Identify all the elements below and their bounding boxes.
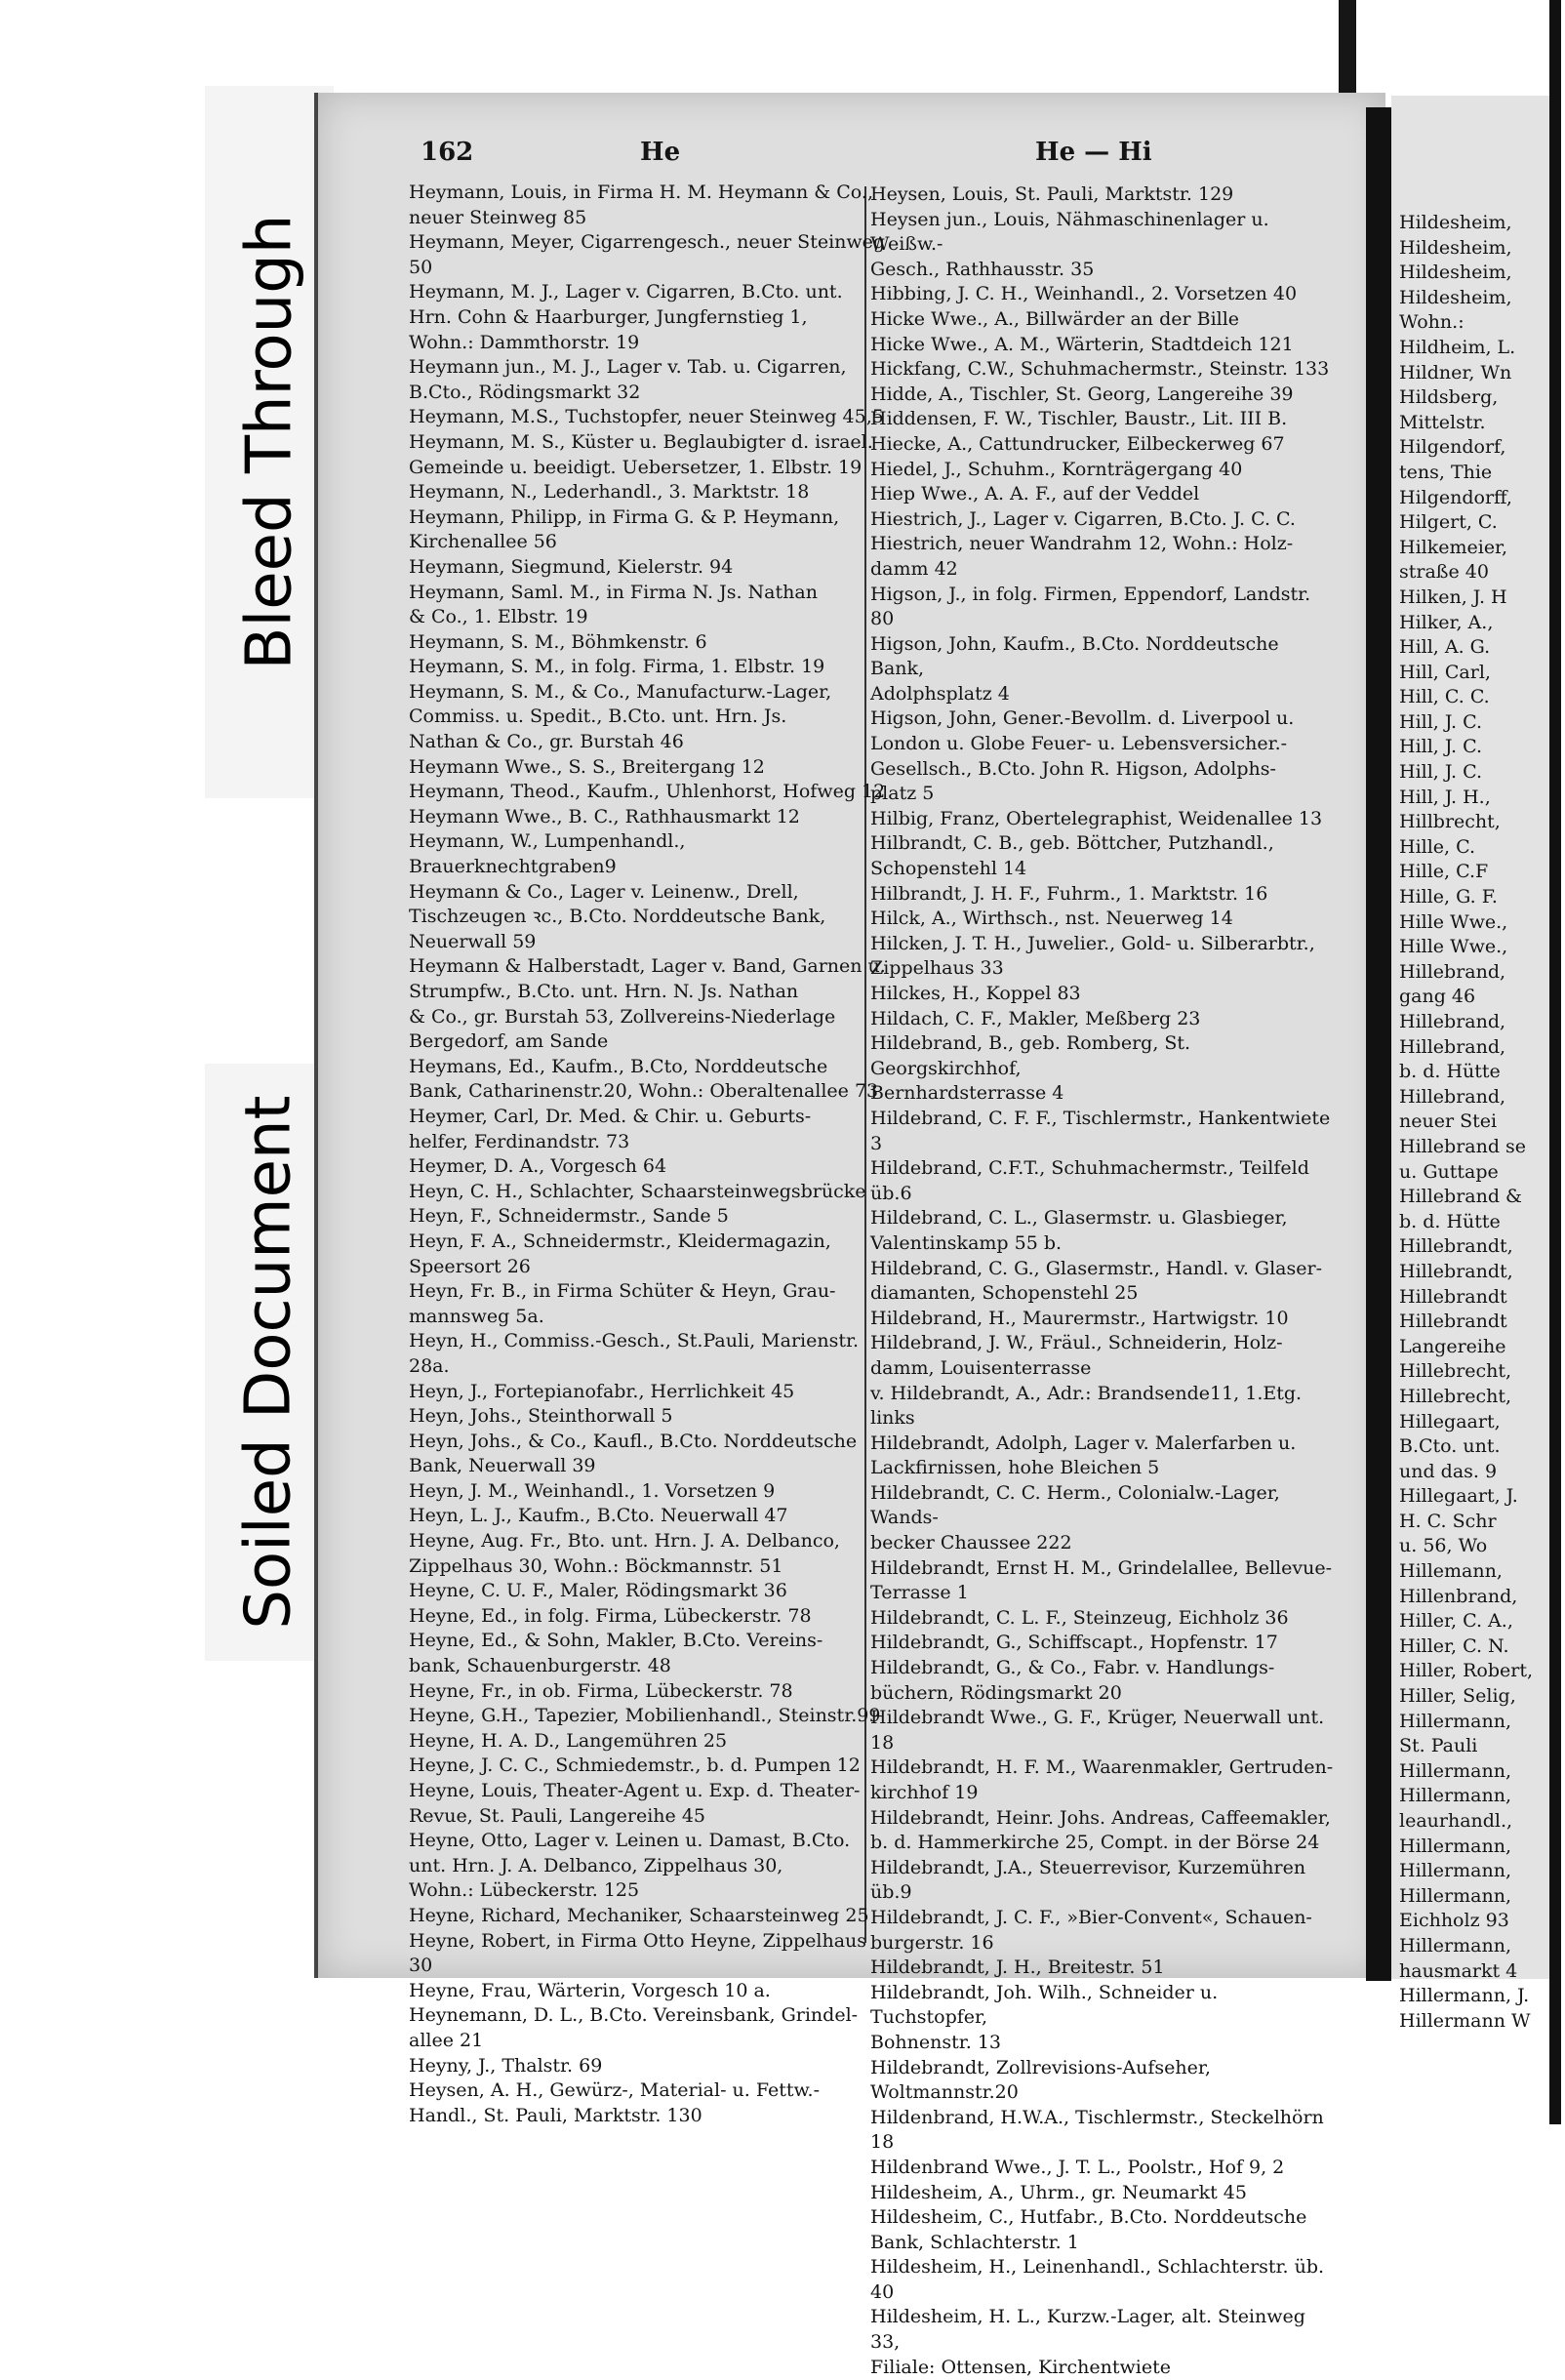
partial-entry: Hiller, C. N. bbox=[1399, 1634, 1509, 1657]
partial-entry: straße 40 bbox=[1399, 561, 1489, 584]
page-number: 162 bbox=[421, 138, 474, 167]
directory-entry: Hidde, A., Tischler, St. Georg, Langereihe 39 bbox=[870, 383, 1294, 405]
directory-entry: Hildebrandt, J.A., Steuerrevisor, Kurzemühren üb.9 bbox=[870, 1856, 1306, 1904]
directory-entry: Heymann, S. M., Böhmkenstr. 6 bbox=[409, 630, 707, 653]
partial-entry: leaurhandl., bbox=[1399, 1810, 1513, 1832]
partial-entry: Hillegaart, J. bbox=[1399, 1485, 1518, 1508]
partial-entry: Hillermann W bbox=[1399, 2009, 1531, 2032]
partial-entry: Hill, A. G. bbox=[1399, 636, 1491, 659]
directory-entry: Heyne, C. U. F., Maler, Rödingsmarkt 36 bbox=[409, 1580, 787, 1602]
partial-entry: Hillebrand & bbox=[1399, 1186, 1522, 1208]
directory-entry: Hildebrandt, J. H., Breitestr. 51 bbox=[870, 1956, 1165, 1979]
partial-entry: u. 56, Wo bbox=[1399, 1535, 1488, 1557]
directory-entry: Hicke Wwe., A. M., Wärterin, Stadtdeich 121 bbox=[870, 333, 1294, 355]
partial-entry: Hillermann, bbox=[1399, 1860, 1511, 1882]
directory-entry: Hildebrand, H., Maurermstr., Hartwigstr. 10 bbox=[870, 1307, 1289, 1329]
partial-entry: H. C. Schr bbox=[1399, 1510, 1497, 1532]
next-page-edge bbox=[1391, 96, 1561, 2032]
running-head-left: He bbox=[640, 138, 681, 167]
partial-entry: Hillebrandt, bbox=[1399, 1235, 1513, 1258]
directory-entry: Hilckes, H., Koppel 83 bbox=[870, 983, 1081, 1004]
directory-entry: Hildebrandt, J. C. F., »Bier-Convent«, Schauen- burgerstr. 16 bbox=[870, 1906, 1312, 1954]
partial-entry: Hill, C. C. bbox=[1399, 686, 1490, 708]
partial-entry: Hillebrandt, bbox=[1399, 1260, 1513, 1282]
directory-entry: Heyn, H., Commiss.-Gesch., St.Pauli, Marienstr. 28a. bbox=[409, 1330, 860, 1377]
partial-entry: Hillermann, J. bbox=[1399, 1985, 1530, 2007]
running-head-right: He — Hi bbox=[1035, 138, 1152, 167]
directory-entry: Hildesheim, H., Leinenhandl., Schlachterstr. üb. 40 bbox=[870, 2256, 1325, 2303]
directory-entry: Hildebrand, J. W., Fräul., Schneiderin, Holz- damm, Louisenterrasse bbox=[870, 1332, 1283, 1379]
directory-entry: Heymann, M. J., Lager v. Cigarren, B.Cto. unt. Hrn. Cohn & Haarburger, Jungfernstieg 1, Wohn.: Dammthorstr. 19 bbox=[409, 281, 843, 353]
directory-entry: Heymer, D. A., Vorgesch 64 bbox=[409, 1155, 667, 1178]
partial-entry: Hildesheim, bbox=[1399, 286, 1512, 308]
directory-entry: Hildebrand, C. L., Glasermstr. u. Glasbieger, Valentinskamp 55 b. bbox=[870, 1207, 1288, 1254]
directory-entry: Heyn, F., Schneidermstr., Sande 5 bbox=[409, 1205, 729, 1228]
partial-entry: Hillbrecht, bbox=[1399, 811, 1501, 833]
directory-entry: Heyny, J., Thalstr. 69 bbox=[409, 2054, 603, 2077]
directory-entry: Higson, John, Gener.-Bevollm. d. Liverpool u. London u. Globe Feuer- u. Lebensversicher.- Gesellsch., B.Cto. John R. Higson, Adolphs- platz 5 bbox=[870, 707, 1295, 805]
partial-entry: Hilken, J. H bbox=[1399, 585, 1507, 608]
directory-entry: Hildebrandt, Heinr. Johs. Andreas, Caffeemakler, b. d. Hammerkirche 25, Compt. in der Börse 24 bbox=[870, 1806, 1331, 1854]
directory-entry: Heymann, N., Lederhandl., 3. Marktstr. 18 bbox=[409, 481, 810, 504]
directory-entry: Hildebrandt Wwe., G. F., Krüger, Neuerwall unt. 18 bbox=[870, 1707, 1325, 1754]
partial-entry: Hildesheim, bbox=[1399, 262, 1512, 284]
directory-entry: Heymann, Louis, in Firma H. M. Heymann & Co., neuer Steinweg 85 bbox=[409, 182, 873, 228]
directory-entry: Heyn, Johs., Steinthorwall 5 bbox=[409, 1405, 673, 1428]
partial-entry: Hilker, A., bbox=[1399, 611, 1494, 633]
partial-entry: Hillermann, bbox=[1399, 1785, 1511, 1807]
partial-entry: Hildheim, L. bbox=[1399, 336, 1516, 358]
partial-entry: neuer Stei bbox=[1399, 1110, 1498, 1133]
partial-entry: Hill, J. C. bbox=[1399, 710, 1482, 733]
partial-entry: Hildner, Wn bbox=[1399, 361, 1512, 383]
partial-entry: Hill, J. H., bbox=[1399, 786, 1491, 808]
directory-entry: Hildenbrand, H.W.A., Tischlermstr., Steckelhörn 18 bbox=[870, 2106, 1324, 2154]
partial-entry: Hillebrand se bbox=[1399, 1135, 1527, 1157]
directory-entry: Heymann, Meyer, Cigarrengesch., neuer Steinweg 50 bbox=[409, 231, 886, 278]
soiled-document-text: Soiled Document bbox=[233, 1095, 305, 1630]
partial-entry: Hiller, Selig, bbox=[1399, 1685, 1516, 1708]
directory-entry: Hildebrand, C.F.T., Schuhmachermstr., Teilfeld üb.6 bbox=[870, 1157, 1309, 1204]
directory-entry: Heyne, Ed., & Sohn, Makler, B.Cto. Vereins- bank, Schauenburgerstr. 48 bbox=[409, 1630, 823, 1677]
directory-entry: Hilbig, Franz, Obertelegraphist, Weidenallee 13 bbox=[870, 807, 1323, 829]
directory-entry: Hildenbrand Wwe., J. T. L., Poolstr., Hof 9, 2 bbox=[870, 2156, 1285, 2178]
directory-entry: Heymann, W., Lumpenhandl., Brauerknechtgraben9 bbox=[409, 830, 686, 878]
partial-entry: Hillenbrand, bbox=[1399, 1585, 1518, 1607]
directory-entry: Higson, John, Kaufm., B.Cto. Norddeutsche Bank, Adolphsplatz 4 bbox=[870, 632, 1279, 705]
directory-entry: Hickfang, C.W., Schuhmachermstr., Steinstr. 133 bbox=[870, 358, 1330, 381]
directory-entry: Heysen jun., Louis, Nähmaschinenlager u. Weißw.- Gesch., Rathhausstr. 35 bbox=[870, 208, 1269, 280]
directory-entry: Hildebrandt, C. L. F., Steinzeug, Eichholz 36 bbox=[870, 1606, 1289, 1629]
partial-entry: Hillebrand, bbox=[1399, 1085, 1506, 1108]
directory-entry: Heyne, Louis, Theater-Agent u. Exp. d. Theater- Revue, St. Pauli, Langereihe 45 bbox=[409, 1780, 861, 1827]
directory-entry: Heymann, M.S., Tuchstopfer, neuer Steinweg 45,5 bbox=[409, 406, 884, 428]
directory-entry: Heymann, S. M., in folg. Firma, 1. Elbstr. 19 bbox=[409, 656, 825, 678]
directory-entry: Hiedel, J., Schuhm., Kornträgergang 40 bbox=[870, 458, 1243, 480]
directory-entry: Hildebrand, B., geb. Romberg, St. Georgskirchhof, Bernhardsterrasse 4 bbox=[870, 1032, 1191, 1105]
partial-entry: St. Pauli bbox=[1399, 1735, 1478, 1757]
directory-entry: Heyn, Fr. B., in Firma Schüter & Heyn, Grau- mannsweg 5a. bbox=[409, 1280, 836, 1327]
partial-entry: Hillebrecht, bbox=[1399, 1360, 1512, 1383]
directory-entry: Hildebrandt, Adolph, Lager v. Malerfarben u. Lackfirnissen, hohe Bleichen 5 bbox=[870, 1432, 1297, 1479]
directory-entry: Heyn, F. A., Schneidermstr., Kleidermagazin, Speersort 26 bbox=[409, 1230, 831, 1277]
directory-entry: Heymann, Saml. M., in Firma N. Js. Nathan & Co., 1. Elbstr. 19 bbox=[409, 581, 818, 628]
partial-entry: und das. 9 bbox=[1399, 1460, 1498, 1482]
directory-entry: Hildebrandt, H. F. M., Waarenmakler, Gertruden- kirchhof 19 bbox=[870, 1756, 1334, 1803]
next-page-column bbox=[1399, 211, 1565, 2034]
partial-entry: Hillebrand, bbox=[1399, 960, 1506, 983]
directory-entry: Heyne, Otto, Lager v. Leinen u. Damast, B.Cto. unt. Hrn. J. A. Delbanco, Zippelhaus 30, Wohn.: Lübeckerstr. 125 bbox=[409, 1830, 851, 1902]
partial-entry: Hilgendorf, bbox=[1399, 436, 1506, 459]
directory-entry: Heynemann, D. L., B.Cto. Vereinsbank, Grindel- allee 21 bbox=[409, 2004, 859, 2051]
partial-entry: Hille, C.F bbox=[1399, 861, 1489, 883]
directory-entry: Heymann & Halberstadt, Lager v. Band, Garnen u. Strumpfw., B.Cto. unt. Hrn. N. Js. Nathan & Co., gr. Burstah 53, Zollvereins-Niederlage Bergedorf, am Sande bbox=[409, 955, 886, 1053]
directory-entry: Heyne, Aug. Fr., Bto. unt. Hrn. J. A. Delbanco, Zippelhaus 30, Wohn.: Böckmannstr. 51 bbox=[409, 1530, 840, 1577]
directory-entry: Heyne, G.H., Tapezier, Mobilienhandl., Steinstr.99 bbox=[409, 1705, 881, 1727]
partial-entry: tens, Thie bbox=[1399, 461, 1493, 483]
directory-entry: Hildebrandt, Joh. Wilh., Schneider u. Tuchstopfer, Bohnenstr. 13 bbox=[870, 1981, 1219, 2053]
partial-entry: Hillebrand, bbox=[1399, 1035, 1506, 1058]
partial-entry: Hilgendorff, bbox=[1399, 486, 1512, 508]
directory-entry: Hildebrandt, G., & Co., Fabr. v. Handlungs- büchern, Rödingsmarkt 20 bbox=[870, 1657, 1275, 1704]
partial-entry: Hildesheim, bbox=[1399, 236, 1512, 259]
directory-entry: Hilbrandt, C. B., geb. Böttcher, Putzhandl., Schopenstehl 14 bbox=[870, 832, 1274, 880]
partial-entry: Hille Wwe., bbox=[1399, 910, 1508, 933]
directory-entry: Heymann, S. M., & Co., Manufacturw.-Lager, Commiss. u. Spedit., B.Cto. unt. Hrn. Js. Nathan & Co., gr. Burstah 46 bbox=[409, 680, 832, 753]
directory-entry: Higson, J., in folg. Firmen, Eppendorf, Landstr. 80 bbox=[870, 583, 1311, 630]
directory-entry: Heymans, Ed., Kaufm., B.Cto, Norddeutsche Bank, Catharinenstr.20, Wohn.: Oberaltenallee 73 bbox=[409, 1055, 879, 1103]
directory-entry: Heymann, Theod., Kaufm., Uhlenhorst, Hofweg 12 bbox=[409, 781, 886, 803]
bleed-through-text: Bleed Through bbox=[233, 214, 305, 670]
directory-entry: Hiep Wwe., A. A. F., auf der Veddel bbox=[870, 483, 1200, 505]
partial-entry: Hiller, C. A., bbox=[1399, 1610, 1513, 1633]
partial-entry: b. d. Hütte bbox=[1399, 1061, 1501, 1083]
directory-entry: Hildebrand, C. G., Glasermstr., Handl. v. Glaser- diamanten, Schopenstehl 25 bbox=[870, 1257, 1323, 1305]
partial-entry: Hillebrand, bbox=[1399, 1011, 1506, 1032]
directory-entry: Hiecke, A., Cattundrucker, Eilbeckerweg 67 bbox=[870, 432, 1285, 455]
partial-entry: Hillegaart, bbox=[1399, 1410, 1501, 1432]
partial-entry: Hill, Carl, bbox=[1399, 661, 1491, 683]
directory-entry: Heyn, C. H., Schlachter, Schaarsteinwegsbrücke bbox=[409, 1180, 866, 1202]
right-column bbox=[870, 182, 1337, 2380]
partial-entry: Hillermann, bbox=[1399, 1710, 1511, 1732]
directory-entry: Hildesheim, A., Uhrm., gr. Neumarkt 45 bbox=[870, 2181, 1247, 2203]
partial-entry: Hillemann, bbox=[1399, 1560, 1503, 1583]
partial-entry: B.Cto. unt. bbox=[1399, 1435, 1501, 1458]
directory-entry: Hicke Wwe., A., Billwärder an der Bille bbox=[870, 307, 1240, 330]
directory-entry: Heyne, Ed., in folg. Firma, Lübeckerstr. 78 bbox=[409, 1604, 812, 1627]
partial-entry: Hillermann, bbox=[1399, 1934, 1511, 1956]
directory-entry: Hilck, A., Wirthsch., nst. Neuerweg 14 bbox=[870, 908, 1233, 930]
partial-entry: Hille Wwe., bbox=[1399, 936, 1508, 958]
directory-entry: Heysen, Louis, St. Pauli, Marktstr. 129 bbox=[870, 183, 1234, 205]
directory-entry: Heyne, Richard, Mechaniker, Schaarsteinweg 25 bbox=[409, 1904, 869, 1926]
directory-entry: Heymann & Co., Lager v. Leinenw., Drell, Tischzeugen ꝛc., B.Cto. Norddeutsche Bank, Neuerwall 59 bbox=[409, 880, 826, 952]
partial-entry: Hille, G. F. bbox=[1399, 886, 1498, 908]
directory-entry: Heyn, J. M., Weinhandl., 1. Vorsetzen 9 bbox=[409, 1479, 776, 1502]
directory-entry: Hilcken, J. T. H., Juwelier., Gold- u. Silberarbtr., Zippelhaus 33 bbox=[870, 932, 1315, 980]
partial-entry: hausmarkt 4 bbox=[1399, 1959, 1518, 1982]
directory-page bbox=[314, 93, 1385, 2378]
book-gutter bbox=[1366, 107, 1391, 1981]
directory-entry: Heyn, J., Fortepianofabr., Herrlichkeit 45 bbox=[409, 1380, 795, 1402]
partial-entry: Hill, J. C. bbox=[1399, 736, 1482, 758]
partial-entry: Hillebrandt bbox=[1399, 1285, 1507, 1308]
directory-entry: Hildesheim, C., Hutfabr., B.Cto. Norddeutsche Bank, Schlachterstr. 1 bbox=[870, 2206, 1307, 2253]
partial-entry: u. Guttape bbox=[1399, 1160, 1499, 1183]
directory-entry: Hiestrich, J., Lager v. Cigarren, B.Cto. J. C. C. Hiestrich, neuer Wandrahm 12, Wohn.: Holz- damm 42 bbox=[870, 507, 1296, 580]
directory-entry: Heymann, Philipp, in Firma G. & P. Heymann, Kirchenallee 56 bbox=[409, 505, 840, 553]
partial-entry: Langereihe bbox=[1399, 1335, 1506, 1357]
partial-entry: Hilgert, C. bbox=[1399, 511, 1498, 534]
directory-entry: Hiddensen, F. W., Tischler, Baustr., Lit. III B. bbox=[870, 408, 1288, 430]
directory-entry: v. Hildebrandt, A., Adr.: Brandsende11, 1.Etg. links bbox=[870, 1382, 1303, 1430]
directory-entry: Hibbing, J. C. H., Weinhandl., 2. Vorsetzen 40 bbox=[870, 283, 1298, 305]
partial-entry: b. d. Hütte bbox=[1399, 1210, 1501, 1232]
partial-entry: Hill, J. C. bbox=[1399, 761, 1482, 784]
directory-entry: Heymann jun., M. J., Lager v. Tab. u. Cigarren, B.Cto., Rödingsmarkt 32 bbox=[409, 356, 847, 403]
directory-entry: Heyne, Fr., in ob. Firma, Lübeckerstr. 78 bbox=[409, 1679, 793, 1702]
directory-entry: Heymann, Siegmund, Kielerstr. 94 bbox=[409, 555, 734, 578]
directory-entry: Heysen, A. H., Gewürz-, Material- u. Fettw.- Handl., St. Pauli, Marktstr. 130 bbox=[409, 2079, 820, 2126]
partial-entry: Hildesheim, bbox=[1399, 212, 1512, 233]
partial-entry: Hiller, Robert, bbox=[1399, 1660, 1534, 1682]
scan-edge bbox=[1549, 0, 1561, 2124]
directory-entry: Hildebrandt, C. C. Herm., Colonialw.-Lager, Wands- becker Chaussee 222 bbox=[870, 1481, 1280, 1554]
partial-entry: Hille, C. bbox=[1399, 835, 1476, 858]
directory-entry: Hildach, C. F., Makler, Meßberg 23 bbox=[870, 1007, 1201, 1029]
partial-entry: Hildsberg, bbox=[1399, 386, 1499, 409]
directory-entry: Heymann Wwe., S. S., Breitergang 12 bbox=[409, 755, 765, 778]
partial-entry: Eichholz 93 bbox=[1399, 1910, 1509, 1932]
partial-entry: Hillebrecht, bbox=[1399, 1385, 1512, 1407]
directory-entry: Heyne, J. C. C., Schmiedemstr., b. d. Pumpen 12 bbox=[409, 1755, 861, 1777]
directory-entry: Hildesheim, H. L., Kurzw.-Lager, alt. Steinweg 33, Filiale: Ottensen, Kirchentwiete bbox=[870, 2306, 1305, 2378]
directory-entry: Hildebrandt, Zollrevisions-Aufseher, Woltmannstr.20 bbox=[870, 2056, 1211, 2104]
directory-entry: Hildebrand, C. F. F., Tischlermstr., Hankentwiete 3 bbox=[870, 1107, 1331, 1154]
directory-entry: Heyne, H. A. D., Langemühren 25 bbox=[409, 1729, 728, 1752]
directory-entry: Hilbrandt, J. H. F., Fuhrm., 1. Marktstr. 16 bbox=[870, 882, 1268, 905]
directory-entry: Heymann, M. S., Küster u. Beglaubigter d. israel. Gemeinde u. beeidigt. Uebersetzer, 1. Elbstr. 19 bbox=[409, 430, 873, 478]
directory-entry: Hildebrandt, G., Schiffscapt., Hopfenstr. 17 bbox=[870, 1632, 1278, 1654]
partial-entry: Hillermann, bbox=[1399, 1835, 1511, 1857]
left-column bbox=[409, 181, 887, 2128]
directory-entry: Heyne, Robert, in Firma Otto Heyne, Zippelhaus 30 bbox=[409, 1929, 867, 1977]
partial-entry: Hillermann, bbox=[1399, 1759, 1511, 1782]
partial-entry: Hilkemeier, bbox=[1399, 536, 1508, 558]
directory-entry: Heymer, Carl, Dr. Med. & Chir. u. Geburts- helfer, Ferdinandstr. 73 bbox=[409, 1105, 812, 1152]
directory-entry: Hildebrandt, Ernst H. M., Grindelallee, Bellevue- Terrasse 1 bbox=[870, 1556, 1332, 1604]
partial-entry: Mittelstr. bbox=[1399, 411, 1486, 433]
directory-entry: Heymann Wwe., B. C., Rathhausmarkt 12 bbox=[409, 805, 800, 827]
partial-entry: Hillermann, bbox=[1399, 1884, 1511, 1907]
partial-entry: Wohn.: bbox=[1399, 311, 1465, 334]
partial-entry: Hillebrandt bbox=[1399, 1311, 1507, 1333]
directory-entry: Heyn, L. J., Kaufm., B.Cto. Neuerwall 47 bbox=[409, 1505, 788, 1527]
directory-entry: Heyne, Frau, Wärterin, Vorgesch 10 a. bbox=[409, 1979, 771, 2001]
directory-entry: Heyn, Johs., & Co., Kaufl., B.Cto. Norddeutsche Bank, Neuerwall 39 bbox=[409, 1430, 858, 1477]
partial-entry: gang 46 bbox=[1399, 986, 1476, 1008]
